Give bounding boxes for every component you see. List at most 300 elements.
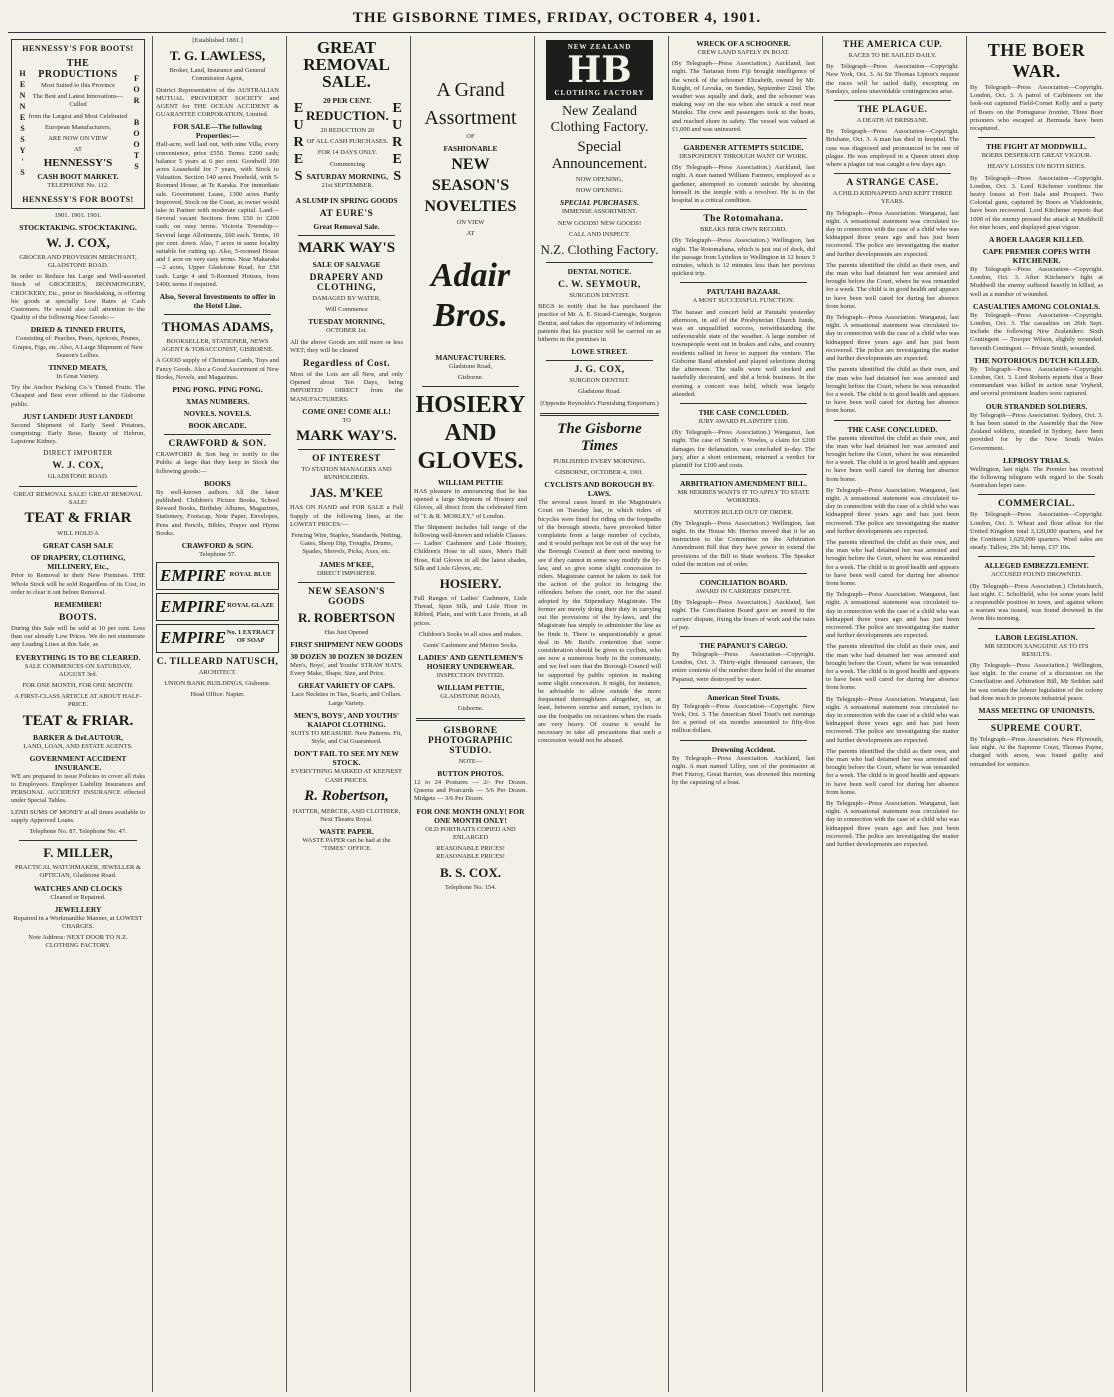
cox-name: W. J. COX,: [46, 234, 110, 250]
patutahi-sub: A MOST SUCCESSFUL FUNCTION.: [692, 297, 795, 305]
teat-friar-footer: TEAT & FRIAR.: [22, 712, 134, 729]
cup-heading: THE AMERICA CUP.: [842, 40, 943, 50]
case-body: (By Telegraph—Press Association.) Wanganui, last night. The case of Smith v. Vowles, a claim for £200 damages for defamation, was concluded to-day. The jury, after a short retirement, returned a verdict for plaintiff for £100 and costs.: [672, 429, 815, 469]
divider: [834, 100, 951, 101]
mckee-footer: JAMES M'KEE,: [319, 559, 374, 569]
stock-years: 1901. 1901. 1901.: [54, 211, 102, 219]
cape-heading: CAPE PREMIER COPES WITH KITCHENER.: [982, 247, 1091, 266]
divider: [540, 413, 659, 416]
divider: [298, 235, 395, 236]
productions-line: The Best and Latest Innovations—Culled: [32, 93, 124, 109]
supreme-body: By Telegraph—Press Association. New Plymouth, last night. At the Supreme Court, Thomas Payne, charged with arson, was found guilty and remanded for sentence.: [970, 735, 1103, 768]
remember: REMEMBER!: [54, 599, 102, 609]
trusts-heading: American Steel Trusts.: [707, 692, 780, 702]
lawless-body: District Representative of the AUSTRALIAN MUTUAL PROVIDENT SOCIETY and AGENT for THE OCEAN ACCIDENT & GUARANTEE CORPORATION, Limited.: [156, 86, 279, 119]
plague-body: By Telegraph—Press Association—Copyright. Brisbane, Oct. 3. A man has died in hospital. The case was diagnosed and pronounced to be one of plague. He was employed in a Queen street shop where a plague rat was caught a few days ago.: [826, 128, 959, 169]
pettie-list: The Shipment includes full range of the following well-known and reliable Classes:— Ladies' Cashmere and Lisle Hosiery, Children's Hose in all sizes, Men's Half Hose, Kid Gloves in all the latest shades, Silk and Lisle Gloves, etc.: [414, 523, 528, 572]
markway-footer: MARK WAY'S.: [296, 428, 397, 445]
october-date: OCTOBER 1st.: [325, 327, 368, 335]
of-text: OF: [466, 133, 475, 140]
immense: IMMENSE ASSORTMENT.: [561, 208, 638, 216]
rotomahana-body: (By Telegraph—Press Association.) Wellington, last night. The Rotomahana, which is just out of dock, did the passage from Lyttelton to Wellington in 12 hours 3 minutes, which is 12 minutes less than her previous quickest trip.: [672, 237, 815, 278]
note-text: NOTE—: [458, 757, 483, 765]
eure-sale: Great Removal Sale.: [313, 222, 380, 232]
divider: [680, 573, 807, 574]
labour-sub: MR SEDDON SANGUINE AS TO ITS RESULTS.: [984, 642, 1089, 658]
pettie-body: HAS pleasure in announcing that he has opened a large Shipment of Hosiery and Gloves, all direct from the celebrated firm of "I. & R. MORLEY," of London.: [414, 488, 527, 520]
on-view: ON VIEW: [456, 219, 485, 227]
commercial-body: By Telegraph—Press Association—Copyright. London, Oct. 3. Wheat and flour afloat for the United Kingdom total 3,120,000 quarters, and for the Continent 1,620,000 quarters. Wool sales are steady. Tallow, 29s 3d; hemp, £37 10s.: [970, 511, 1103, 552]
dutch-heading: THE NOTORIOUS DUTCH KILLED.: [973, 355, 1100, 365]
days-only: FOR 14 DAYS ONLY.: [317, 149, 378, 157]
gardener-sub: DESPONDENT THROUGH WANT OF WORK.: [679, 153, 808, 161]
pettie-name: WILLIAM PETTIE: [437, 478, 504, 488]
hosiery-heading: HOSIERY.: [439, 576, 502, 592]
patutahi-heading: PATUTAHI BAZAAR.: [706, 287, 781, 297]
divider: [680, 282, 807, 283]
for-sale: FOR SALE—The following Properties:—: [173, 122, 262, 141]
just-landed: JUST LANDED! JUST LANDED!: [22, 411, 134, 421]
cape-body: By Telegraph—Press Association—Copyright. London, Oct. 3. After Kitchener's fight at Moddwill the enemy suffered heavily in killed, as well as a number of wounded.: [970, 266, 1103, 298]
papanui-heading: THE PAPANUI'S CARGO.: [699, 640, 788, 650]
button-body: 12 to 24 Postures — 2/- Per Dozen. Queens and Postcards — 5/6 Per Dozen. Midgets — 3/6 Per Dozen.: [414, 779, 527, 803]
hennessy-ad: [11, 39, 145, 209]
damaged: DAMAGED BY WATER,: [312, 295, 381, 303]
plague-sub: A DEATH AT BRISBANE.: [856, 117, 929, 125]
photo-studio: GISBORNE PHOTOGRAPHIC STUDIO.: [428, 725, 513, 756]
full-ranges: Full Ranges of Ladies' Cashmere, Lisle Thread, Spun Silk, and Lisle Hose in Ribbed, Plain, and with Lace Fronts, at all prices.: [414, 595, 527, 627]
season-text: SEASON'S: [431, 177, 510, 195]
crawford-body-2: By well-known authors. All the latest published. Children's Picture Books, School Reward Books, Birthday Albums, Magazines, Stationery, Footscap, Note Paper, Envelopes, Pens and Pencils, Bibles, Prayer and Hymn Books.: [156, 488, 279, 537]
empire-product: ROYAL BLUE: [229, 571, 272, 579]
heavy-losses: HEAVY LOSSES ON BOTH SIDES.: [987, 163, 1086, 171]
unionists-heading: MASS MEETING OF UNIONISTS.: [978, 705, 1095, 715]
gents-socks: Gents' Cashmere and Merino Socks.: [423, 642, 518, 650]
paper-nameplate: The Gisborne Times: [557, 420, 642, 454]
button-photos: BUTTON PHOTOS.: [437, 769, 504, 779]
divider: [978, 137, 1095, 138]
productions-line: from the Largest and Most Celebrated: [28, 112, 128, 120]
now-opening: NOW OPENING,: [575, 176, 624, 183]
everything-cleared: EVERYTHING IS TO BE CLEARED.: [15, 652, 141, 662]
markway-title: MARK WAY'S: [297, 240, 396, 257]
assortment: Assortment: [424, 107, 517, 129]
published: PUBLISHED EVERY MORNING.: [553, 457, 646, 465]
productions-line: Most Suited to this Province: [40, 82, 116, 89]
straw-hats: Men's, Boys', and Youths' STRAW HATS. Every Make, Shape, Size, and Price.: [290, 662, 403, 678]
pettie-footer: WILLIAM PETTIE,: [436, 683, 505, 693]
empire-product: No. 1 EXTRACT OF SOAP: [226, 629, 275, 645]
wreck-sub: CREW LAND SAFELY IN BOAT.: [697, 49, 790, 56]
at-text: AT: [466, 230, 475, 238]
empire-logo: EMPIRE: [160, 566, 227, 586]
telephones: Telephone No. 87. Telephone No. 47.: [29, 827, 127, 835]
lawless-list: Half-acre, well laid out, with nine Villa, every convenience, price £550. Terms. £200 cash; balance 5 years at 6 per cent. Goodwill 200 acres Leasehold for 7 years, with Stock to Valuation. Section 140 acres Freehold, with 5-Roomed House, at Te Karaka. For immediate sale. Government Lease, 1300 acres Partly Improved, Stock on the Coast, as owner would take in Partner with moderate capital. Land—Several vacant Sections from £50 to £200 cash; on easy terms. Victoria Township—Several large Allotments, £60 each. Terms, 10 per cent. down. Also, 7 acres in same locality suitable for cutting up. Also, 5-roomed House and 1 acre on very easy terms. Near Makaraka—2 acres, Upper Gladstone Road, for £50 cash. Large 4 and 5-Roomed Houses, from £400; terms if required.: [156, 141, 279, 288]
column-8: [966, 36, 1106, 1392]
hb-logo: [546, 40, 653, 100]
adams-name: THOMAS ADAMS,: [161, 319, 274, 335]
supreme-heading: SUPREME COURT.: [990, 723, 1083, 734]
cox-body: In order to Reduce his Large and Well-assorted Stock of GROCERIES, IRONMONGERY, CROCKERY, Etc., prior to Stocktaking, is offering his goods at specially Low Rates at Cash Customers. He would also call attention to the Quality of the following New Goods:—: [11, 273, 145, 322]
dutch-body: By Telegraph—Press Association—Copyright. London, Oct. 3. Lord Roberts reports that a Boer commandant was killed in action near Vryheid, and several prominent leaders were captured.: [970, 365, 1103, 398]
gloves-title: AND GLOVES.: [417, 420, 524, 475]
crawford-name: CRAWFORD & SON.: [168, 439, 267, 450]
strange-body: By Telegraph—Press Association. Wanganui, last night. A sensational statement was circulated to-day in connection with the case of a child who was kidnapped three years ago and has just been recovered. The police are investigating the matter and further developments are expected.: [826, 209, 959, 258]
seymour-body: BEGS to notify that he has purchased the practice of Mr. A. E. Sicard-Carnegie, Surgeon Dentist, and takes the opportunity of informing patients that his practice will be carried on as hitherto in the premises in: [538, 303, 661, 344]
lawless-established: [Established 1881.]: [192, 37, 243, 44]
mckee-name: JAS. M'KEE: [310, 485, 383, 501]
inspection: INSPECTION INVITED.: [436, 672, 505, 680]
seymour-name: C. W. SEYMOUR,: [558, 280, 641, 291]
removal-sale: GREAT REMOVAL SALE! GREAT REMOVAL SALE!: [13, 490, 143, 506]
mckee-list: Fencing Wire, Staples, Standards, Netting, Gates, Sheep Dip, Troughs, Drums, Spades, Shovels, Picks, Axes, etc.: [291, 532, 402, 556]
divider: [19, 486, 137, 487]
pettie-address: GLADSTONE ROAD,: [440, 693, 501, 701]
robertson-name: R. ROBERTSON: [297, 609, 396, 625]
conciliation-body: [By Telegraph—Press Association.] Auckland, last night. The Conciliation Board gave an award in the carriers' dispute, fixing the hours of work and the rates of pay.: [672, 599, 815, 631]
jewellery-sub: Repaired in a Workmanlike Manner, at LOWEST CHARGES.: [13, 914, 143, 930]
divider: [834, 420, 951, 421]
landed-sub: Second Shipment of Early Seed Potatoes, comprising: Early Rose, Beauty of Hebron, Lapstone Kidney.: [11, 421, 145, 446]
grand: A Grand: [436, 79, 505, 101]
leprosy-heading: LEPROSY TRIALS.: [1003, 455, 1070, 465]
stranded-heading: OUR STRANDED SOLDIERS.: [985, 401, 1088, 411]
fashionable: FASHIONABLE: [443, 144, 498, 154]
rotomahana-heading: The Rotomahana.: [703, 214, 784, 225]
everything-marked: EVERYTHING MARKED AT KEENEST CASH PRICES.: [291, 768, 402, 784]
barker-name: BARKER & DeLAUTOUR,: [32, 732, 124, 742]
patutahi-body: The bazaar and concert held at Patutahi yesterday afternoon, in aid of the Presbyterian Church funds, was an unqualified success, notwithstanding the unfavourable state of the weather. A large number of townspeople went out in brakes and cabs, and country residents rallied in force to support the venture. The Gisborne Band attended and played selections during the afternoon. The stalls were well stocked and tastefully decorated, and did a brisk business. In the evening a concert was held, which was largely attended.: [672, 308, 815, 398]
editorial-date: GISBORNE, OCTOBER 4, 1901.: [555, 469, 644, 477]
column-7: [822, 36, 962, 1392]
sale-commences: SALE COMMENCES ON SATURDAY, AUGUST 3rd.: [24, 662, 132, 678]
wreck-body: (By Telegraph—Press Association.) Auckland, last night. The Tartaran from Fiji brought intelligence of the wreck of the schooner Elizabeth, owned by Mr. Knight, of Levuka, on Sunday, September 22nd. The weather was squally and dark, and the schooner was making way on the sea when she struck a reef near Matuku. The crew and passengers took to the boats, and reached shore in safety. The vessel was valued at £1,000 and was uninsured.: [672, 60, 815, 133]
cash-sale: GREAT CASH SALE: [42, 541, 114, 551]
strange-body-3: By Telegraph—Press Association. Wanganui, last night. A sensational statement was circulated to-day in connection with the case of a child who was kidnapped three years ago and has just been recovered. The police are investigating the matter and further developments are expected.: [826, 314, 959, 363]
cox-subtitle: GROCER AND PROVISION MERCHANT, GLADSTONE ROAD.: [19, 253, 137, 270]
strange-body-4: The parents identified the child as their own, and the man who had detained her was arrested and brought before the Court, where he was remanded for a week. The child is in good health and appears to have been well cared for during her absence from home.: [826, 366, 959, 415]
strange-heading: A STRANGE CASE.: [846, 178, 939, 189]
empire-ad-3: [156, 624, 279, 652]
accident-body: WE are prepared to issue Policies to cover all risks to Employees. Employer Liability Insurances and PERSONAL ACCIDENT INSURANCE effected under Special Tables.: [11, 772, 145, 805]
productions-line: AT: [74, 146, 82, 154]
cup-body: By Telegraph—Press Association—Copyright. New York, Oct. 3. At Sir Thomas Lipton's request the races will be sailed daily, excepting on Sundays, unless unavoidable contingencies arise.: [826, 63, 959, 95]
barker-sub: LAND, LOAN, AND ESTATE AGENTS.: [23, 742, 133, 750]
boer-war-heading: THE BOER WAR.: [987, 40, 1086, 81]
watches-clocks: WATCHES AND CLOCKS: [33, 883, 123, 893]
of-interest: OF INTEREST: [312, 454, 381, 465]
cox-telephone: Telephone No. 154.: [444, 883, 497, 891]
divider: [978, 556, 1095, 557]
gardener-heading: GARDENER ATTEMPTS SUICIDE.: [683, 143, 804, 153]
mckee-body: HAS ON HAND and FOR SALE a Full Supply of the following lines, at the LOWEST PRICES:—: [290, 504, 403, 528]
crawford-body: CRAWFORD & Son beg to notify to the Public at large that they keep in Stock the following goods:—: [156, 451, 279, 475]
great-removal-sale: GREAT REMOVAL SALE.: [303, 38, 390, 91]
tuesday-morning: TUESDAY MORNING,: [308, 317, 385, 327]
books-heading: BOOKS: [204, 478, 231, 488]
strange-sub: A CHILD KIDNAPPED AND KEPT THREE YEARS.: [832, 190, 953, 206]
saturday-morning: SATURDAY MORNING,: [306, 171, 389, 181]
dried-fruits: DRIED & TINNED FRUITS,: [30, 325, 126, 335]
concluded-heading: THE CASE CONCLUDED.: [847, 424, 938, 434]
teat-friar-title: TEAT & FRIAR: [24, 510, 132, 527]
hb-logo-top: NEW ZEALAND: [567, 43, 632, 51]
all-cash: OF ALL CASH PURCHASES.: [306, 138, 389, 146]
lawless-sub: Broker, Land, Insurance and General Commission Agent,: [169, 67, 266, 83]
productions-line: European Manufacturers,: [44, 123, 112, 131]
hennessy-name: HENNESSY'S: [43, 157, 113, 170]
motion-ruled: MOTION RULED OUT OF ORDER.: [693, 508, 794, 516]
boers-vigour: BOERS DESPERATE GREAT VIGOUR.: [981, 152, 1092, 160]
special-purchases: SPECIAL PURCHASES.: [560, 198, 639, 208]
colonials-heading: CASUALTIES AMONG COLONIALS.: [972, 301, 1101, 311]
column-3: [286, 36, 406, 1392]
robertson-footer-sub: HATTER, MERCER, AND CLOTHIER, Next Theatre Royal.: [292, 807, 401, 823]
great-variety: GREAT VARIETY OF CAPS.: [298, 681, 395, 691]
watches-sub: Cleaned or Repaired.: [50, 893, 106, 901]
anchor-packing: Try the Anchor Packing Co.'s Tinned Fruits. The Cheapest and Best ever offered to the Gisborne public.: [11, 384, 145, 408]
cash-boot-market: CASH BOOT MARKET.: [37, 172, 119, 182]
salvage: SALE OF SALVAGE: [312, 260, 381, 270]
book-arcade: BOOK ARCADE.: [188, 421, 247, 431]
divider: [298, 582, 395, 583]
jgcox-opposite: (Opposite Reynolds's Furnishing Emporium.): [540, 399, 659, 407]
empire-ad-1: [156, 562, 279, 590]
masthead: THE GISBORNE TIMES, FRIDAY, OCTOBER 4, 1901.: [352, 10, 762, 26]
miller-sub: PRACTICAL WATCHMAKER, JEWELLER & OPTICIAN, Gladstone Road.: [14, 864, 142, 880]
reduction-sub: 20 REDUCTION 20: [320, 127, 375, 134]
call-inspect: CALL AND INSPECT.: [568, 230, 631, 238]
will-commence: Will Commence: [325, 306, 368, 314]
direct-importer: DIRECT IMPORTER: [43, 449, 113, 458]
divider: [978, 494, 1095, 495]
concluded-body-7: The parents identified the child as their own, and the man who had detained her was arrested and brought before the Court, where he was remanded for a week. The child is in good health and appears to have been well cared for during her absence from home.: [826, 747, 959, 796]
concluded-body-4: By Telegraph—Press Association. Wanganui, last night. A sensational statement was circulated to-day in connection with the case of a child who was kidnapped three years ago and has just been recovered. The police are investigating the matter and further developments are expected.: [826, 591, 959, 640]
column-4: [410, 36, 530, 1392]
leprosy-body: Wellington, last night. The Premier has received the following telegram with regard to the South Australian leper case.: [970, 465, 1103, 490]
manufacturers: MANUFACTURERS.: [435, 352, 506, 362]
divider: [416, 718, 525, 721]
hb-letters: HB: [567, 49, 632, 91]
reasonable-prices: REASONABLE PRICES! REASONABLE PRICES!: [436, 845, 505, 861]
concluded-body-5: The parents identified the child as their own, and the man who had detained her was arrested and brought before the Court, where he was remanded for a week. The child is in good health and appears to have been well cared for during her absence from home.: [826, 643, 959, 692]
heavy-body: By Telegraph—Press Association—Copyright. London, Oct. 3. Lord Kitchener confirms the heavy losses at Fort Itala and Prospect. Two Colonial guns, captured by Boers at Vlakfontein, have been recovered. Lord Kitchener reports that 1000 of the enemy pressed the attack at Moddwill for nine hours, and displayed great vigour.: [970, 174, 1103, 231]
new-season-goods: NEW SEASON'S GOODS: [308, 586, 385, 607]
divider: [546, 262, 653, 263]
tinned-meats: TINNED MEATS,: [48, 363, 108, 373]
lowe-street: LOWE STREET.: [571, 347, 628, 357]
divider: [680, 688, 807, 689]
novelties-text: NOVELTIES: [424, 198, 517, 216]
drowning-heading: Drowning Accident.: [711, 744, 776, 754]
ping-pong: PING PONG. PING PONG.: [172, 385, 263, 395]
empire-logo: EMPIRE: [160, 597, 227, 617]
bs-cox: B. S. COX.: [439, 864, 502, 880]
rotomahana-sub: BREAKS HER OWN RECORD.: [699, 226, 788, 234]
per-cent: 20 PER CENT.: [323, 96, 372, 105]
jgcox-name: J. G. COX,: [574, 365, 625, 376]
head-office: Head Office: Napier.: [190, 690, 245, 698]
to: TO: [342, 416, 351, 424]
new-goods: NEW GOODS! NEW GOODS!: [557, 219, 642, 227]
embezzlement-heading: ALLEGED EMBEZZLEMENT.: [984, 561, 1089, 571]
colonials-body: By Telegraph—Press Association—Copyright. London, Oct. 3. The casualties on 26th Sept. include the following New Zealanders: Sixth Contingent — Trooper Wilson, slightly wounded. Seventh Contingent — Private Smith, wounded.: [970, 311, 1103, 352]
divider: [422, 386, 519, 387]
labour-body: (By Telegraph—Press Association.) Wellington, last night. In the course of a discussion on the Conciliation and Arbitration Bill, Mr Seddon said he was certain the labour legislation of the colony had done much to promote industrial peace.: [970, 661, 1103, 702]
regardless: Regardless of Cost.: [302, 359, 391, 370]
lace: Lace Neckties in Ties, Scarfs, and Collars. Large Variety.: [291, 691, 402, 707]
concluded-body-8: By Telegraph—Press Association. Wanganui, last night. A sensational statement was circulated to-day in connection with the case of a child who was kidnapped three years ago and has just been recovered. The police are investigating the matter and further developments are expected.: [826, 800, 959, 849]
papanui-body: By Telegraph—Press Association—Copyright. London, Oct. 3. Thirty-eight thousand carcases, the entire contents of the number three hold of the steamer Papanui, were destroyed by water.: [672, 650, 815, 683]
divider: [19, 840, 137, 841]
september-date: 21st SEPTEMBER.: [321, 181, 374, 189]
commercial-heading: COMMERCIAL.: [997, 499, 1075, 510]
eures-side: EURES: [291, 100, 306, 186]
arbitration-body: (By Telegraph—Press Association.) Wellington, last night. In the House Mr. Herries moved that it be an instruction to the Committee on the Arbitration Amendment Bill that they have power to extend the provisions of the Bill to State workers. The Speaker ruled the motion out of order.: [672, 519, 815, 568]
divider: [680, 636, 807, 637]
gladstone-road: Gladstone Road,: [448, 362, 493, 370]
column-1: [8, 36, 148, 1392]
moddwill-heading: THE FIGHT AT MODDWILL.: [986, 142, 1087, 152]
kaiapoi: MEN'S, BOYS', AND YOUTHS' KAIAPOI CLOTHING.: [294, 710, 399, 729]
arbitration-sub: MR HERRIES WANTS IT TO APPLY TO STATE WORKERS.: [677, 489, 810, 505]
crawford-telephone: Telephone 57.: [199, 550, 236, 558]
hennessy-side-left: HENNESSY'S: [18, 68, 27, 179]
dozens: 30 DOZEN 30 DOZEN 30 DOZEN: [290, 652, 403, 662]
column-6: [668, 36, 818, 1392]
divider: [164, 314, 271, 315]
article-heading: CYCLISTS AND BOROUGH BY-LAWS.: [544, 480, 655, 499]
teat-body: Prior to Removal to their New Premises. THE Whole Stock will be sold Regardless of its Cost, in order to clear it out before Removal.: [11, 572, 145, 596]
laager-heading: A BOER LAAGER KILLED.: [988, 235, 1085, 245]
divider: [298, 449, 395, 450]
natusch-sub: ARCHITECT.: [198, 668, 237, 676]
empire-logo: EMPIRE: [160, 628, 227, 648]
crawford-footer: CRAWFORD & SON.: [181, 540, 254, 550]
boots-body: During this Sale will be sold at 10 per cent. Less than our already Low Prices. We do not enumerate any Leading Lines at this Sale, as: [11, 624, 145, 649]
at-eures: AT EURE'S: [319, 209, 374, 220]
reduction: REDUCTION.: [306, 108, 389, 123]
waste-body: WASTE PAPER can be had at the "TIMES" OFFICE.: [302, 837, 391, 853]
hennessy-banner-bottom: HENNESSY'S FOR BOOTS!: [22, 194, 134, 204]
cox-address: GLADSTONE ROAD.: [47, 473, 109, 481]
accident-heading: GOVERNMENT ACCIDENT INSURANCE.: [29, 753, 127, 772]
seymour-sub: SURGEON DENTIST.: [569, 292, 630, 300]
productions-title: THE PRODUCTIONS: [38, 58, 118, 80]
empire-ad-2: [156, 593, 279, 621]
boer-body: By Telegraph—Press Association—Copyright. London, Oct. 3. A patrol of Carbineers on the look-out captured Field-Cornet Kelly and a party of Boers on the Portuguese frontier. Three Boer prisoners who escaped at Bermuda have been recaptured.: [970, 84, 1103, 133]
divider: [546, 360, 653, 361]
divider: [680, 138, 807, 139]
mckee-footer-sub: DIRECT IMPORTER.: [316, 569, 377, 577]
new-text: NEW: [451, 156, 490, 174]
robertson-footer: R. Robertson,: [304, 787, 389, 804]
interest-sub: TO STATION MANAGERS AND RUNHOLDERS.: [301, 466, 392, 482]
concluded-body-3: The parents identified the child as their own, and the man who had detained her was arrested and brought before the Court, where he was remanded for a week. The child is in good health and appears to have been well cared for during her absence from home.: [826, 538, 959, 587]
embezzlement-body: (By Telegraph—Press Association.) Christchurch, last night. C. Scholfield, who for some years held a responsible position in town, and against whom a warrant was issued, was found drowned in the Avon this morning.: [970, 582, 1103, 623]
dont-fail: DON'T FAIL TO SEE MY NEW STOCK.: [294, 749, 399, 768]
robertson-sub: Has Just Opened: [324, 628, 369, 636]
miller-name: F. MILLER,: [43, 845, 113, 861]
conciliation-sub: AWARD IN CARRIERS' DISPUTE.: [695, 587, 792, 595]
hennessy-banner: HENNESSY'S FOR BOOTS!: [22, 44, 134, 53]
slump: A SLUMP IN SPRING GOODS: [295, 196, 398, 206]
jewellery: JEWELLERY: [54, 904, 102, 914]
pettie-town: Gisborne.: [457, 704, 484, 712]
one-month: FOR ONE MONTH, FOR ONE MONTH.: [22, 681, 134, 689]
boots-heading: BOOTS.: [58, 612, 98, 623]
meats-sub: In Great Variety.: [56, 373, 100, 381]
divider: [680, 740, 807, 741]
divider: [978, 719, 1095, 720]
hosiery-title: HOSIERY: [415, 392, 526, 419]
old-portraits: OLD PORTRAITS COPIED AND ENLARGED: [425, 825, 516, 841]
wreck-heading: WRECK OF A SCHOONER.: [696, 39, 791, 48]
adams-sub: BOOKSELLER, STATIONER, NEWS AGENT & TOBACCONIST, GISBORNE.: [161, 338, 274, 354]
first-class: A FIRST-CLASS ARTICLE AT ABOUT HALF-PRICE.: [14, 693, 142, 709]
stocktaking: STOCKTAKING. STOCKTAKING.: [19, 222, 137, 232]
dental-notice: DENTAL NOTICE.: [567, 267, 632, 277]
divider: [680, 403, 807, 404]
column-5: [534, 36, 664, 1392]
gisborne-text: Gisborne.: [457, 373, 484, 381]
union-buildings: UNION BANK BUILDINGS, Gisborne.: [164, 679, 271, 687]
concluded-body-2: By Telegraph—Press Association. Wanganui, last night. A sensational statement was circulated to-day in connection with the case of a child who was kidnapped three years ago and has just been recovered. The police are investigating the matter and further developments are expected.: [826, 486, 959, 535]
drapery-clothing: DRAPERY AND CLOTHING,: [309, 273, 384, 294]
divider: [978, 628, 1095, 629]
commencing: Commencing: [329, 160, 365, 168]
arbitration-heading: ARBITRATION AMENDMENT BILL.: [679, 479, 808, 489]
adams-body: A GOOD supply of Christmas Cards, Toys and Fancy Goods. Also a Good Assortment of New Books, Novels, and Magazines.: [156, 357, 279, 381]
hb-logo-bottom: CLOTHING FACTORY: [554, 89, 645, 97]
labour-heading: LABOR LEGISLATION.: [995, 632, 1078, 642]
conciliation-heading: CONCILIATION BOARD.: [699, 577, 788, 587]
suits: SUITS TO MEASURE. New Patterns. Fit, Style, and Cut Guaranteed.: [291, 729, 402, 746]
fruits-sub: Consisting of: Peaches, Pears, Apricots, Prunes, Grapes, Figs, etc. Also, A Large Shipment of New Season's Lollies.: [12, 335, 144, 359]
hennessy-telephone: TELEPHONE No. 112.: [47, 182, 109, 190]
xmas-numbers: XMAS NUMBERS.: [185, 397, 250, 407]
cup-sub: RACES TO BE SAILED DAILY.: [848, 52, 937, 59]
natusch-name: C. TILLEARD NATUSCH,: [156, 656, 279, 667]
strange-body-2: The parents identified the child as their own, and the man who had detained her was arrested and brought before the Court, where he was remanded for a week. The child is in good health and appears to have been well cared for during her absence from home.: [826, 261, 959, 310]
underwear: LADIES' AND GENTLEMEN'S HOSIERY UNDERWEAR.: [418, 653, 523, 672]
productions-line: ARE NOW ON VIEW: [48, 135, 108, 143]
nz-clothing-factory: New Zealand Clothing Factory.: [550, 104, 649, 135]
waste-paper: WASTE PAPER.: [319, 827, 374, 837]
concluded-body-6: By Telegraph—Press Association. Wanganui, last night. A sensational statement was circulated to-day in connection with the case of a child who was kidnapped three years ago and has just been recovered. The police are investigating the matter and further developments are expected.: [826, 695, 959, 744]
investments: Also, Several Investments to offer in the Hotel Line.: [159, 292, 276, 311]
jgcox-place: Gladstone Road.: [577, 388, 622, 396]
gardener-body: (By Telegraph—Press Association.) Auckland, last night. A man named William Farmers, employed as a gardener, attempted to commit suicide by shooting himself in the temple with a revolver. He is in the hospital in a critical condition.: [672, 164, 815, 205]
divider: [680, 474, 807, 475]
drapery: OF DRAPERY, CLOTHING, MILLINERY, Etc.,: [30, 553, 126, 572]
eures-side-right: EURES: [389, 100, 405, 186]
case-heading: THE CASE CONCLUDED.: [698, 407, 789, 417]
sold-text: All the above Goods are still more or less WET; they will be cleared: [290, 338, 403, 354]
now-opening-2: NOW OPENING.: [575, 187, 624, 195]
children-socks: Children's Socks in all sizes and makes.: [418, 630, 523, 638]
article-body: The several cases heard in the Magistrate's Court on Tuesday last, in which riders of bicycles were fined for riding on the footpaths of the borough streets, have provoked bitter complaints from a large number of cyclists, and it would perhaps not be out of the way for the Borough Council at their next meeting to see if they cannot in some way modify the by-law, and so give some slight concession to riders. Magistrate cannot be taken to task for the action of the police in bringing the offenders before the court, nor for the stand adopted by the Stipendiary Magistrate. The former are merely doing their duty in carrying out the provisions of the by-laws, and the Magistrate has simply to administer the law as he finds it. There is unquestionably a great deal in Mr. Reid's contention that some consideration should be given to cyclists, who are now a numerous body in the community, and we feel sure that the Borough Council will be supported by public opinion in making some slight concession. It might, for instance, be advisable to allow outside the more frequented thoroughfares altogether, or, at least, between sunrise and sunset, cyclists to use the footpaths on occasions when the roads are very heavy. Of course it would be necessary to take all precautions that such a concession would not be abused.: [538, 499, 661, 745]
most-lots: Most of the Lots are all New, and only Opened about Ten Days, being IMPORTED DIRECT from the MANUFACTURERS.: [290, 371, 403, 403]
masthead-rule: [8, 32, 1106, 33]
concluded-body: The parents identified the child as their own, and the man who had detained her was arrested and brought before the Court, where he was remanded for a week. The child is in good health and appears to have been well cared for during her absence from home.: [826, 434, 959, 483]
adair-bros-logo: Adair Bros.: [430, 256, 511, 334]
one-month-only: FOR ONE MONTH ONLY! FOR ONE MONTH ONLY!: [416, 806, 525, 825]
lend-money: LEND SUMS OF MONEY at all times available to supply Approved Loans.: [11, 808, 145, 824]
divider: [834, 173, 951, 174]
novels: NOVELS. NOVELS.: [183, 409, 252, 419]
plague-heading: THE PLAGUE.: [857, 105, 928, 116]
